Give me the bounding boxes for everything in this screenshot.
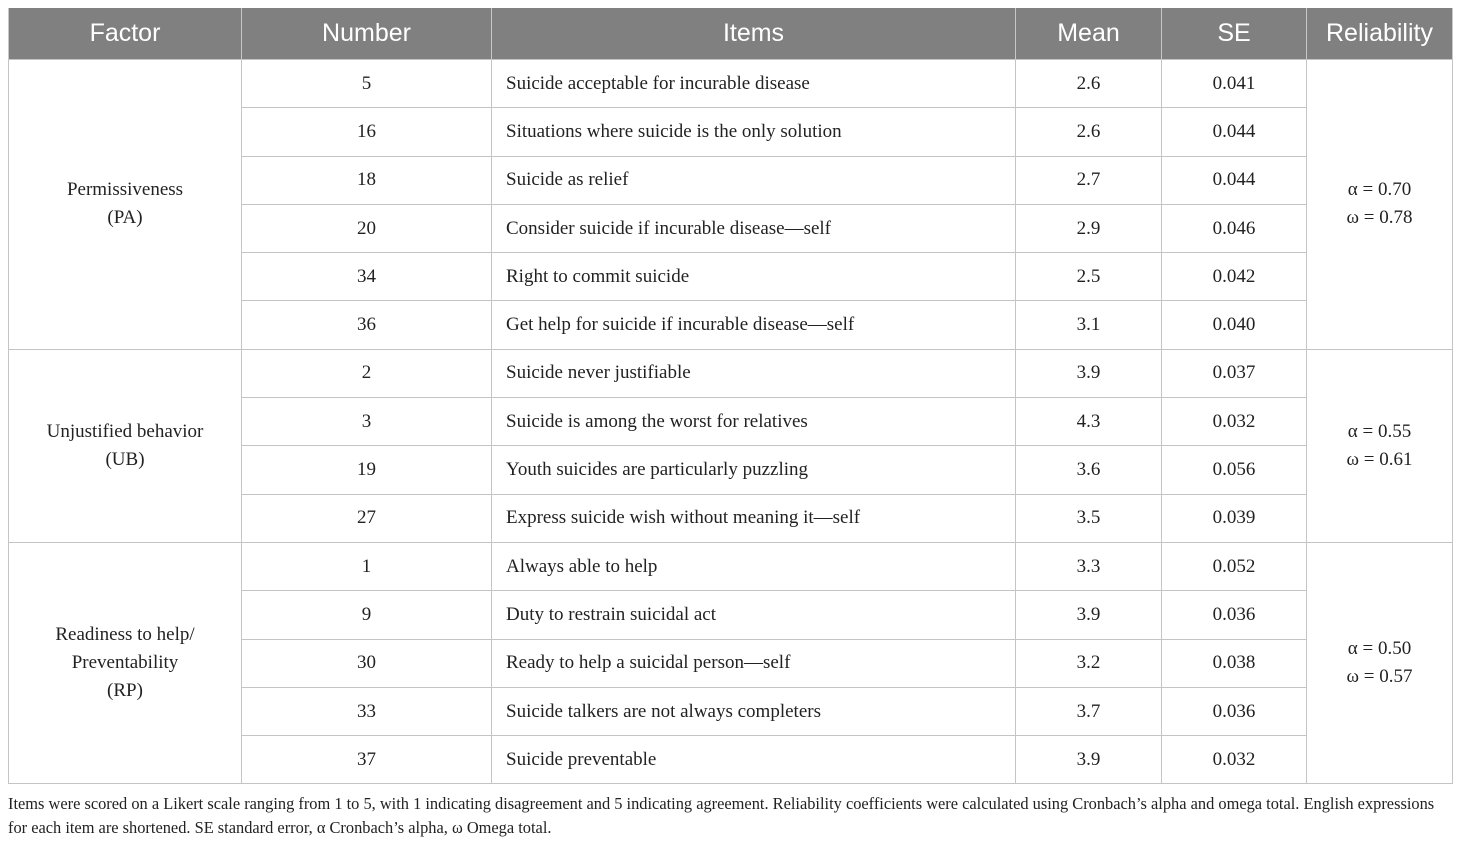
header-factor: Factor bbox=[9, 8, 242, 60]
mean-cell: 3.9 bbox=[1016, 736, 1162, 784]
se-cell: 0.036 bbox=[1162, 687, 1307, 735]
factor-label-line: (UB) bbox=[105, 448, 145, 470]
header-se: SE bbox=[1162, 8, 1307, 60]
reliability-line: ω = 0.57 bbox=[1346, 666, 1413, 688]
factor-label-line: Preventability bbox=[71, 652, 179, 674]
table-row bbox=[9, 349, 1453, 397]
number-cell: 16 bbox=[242, 108, 492, 156]
item-cell: Suicide preventable bbox=[492, 736, 1016, 784]
table-row bbox=[9, 542, 1453, 590]
se-cell: 0.046 bbox=[1162, 204, 1307, 252]
item-cell: Suicide talkers are not always completers bbox=[492, 687, 1016, 735]
header-reliability: Reliability bbox=[1307, 8, 1453, 60]
number-cell: 19 bbox=[242, 446, 492, 494]
number-cell: 2 bbox=[242, 349, 492, 397]
mean-cell: 2.9 bbox=[1016, 204, 1162, 252]
number-cell: 18 bbox=[242, 156, 492, 204]
factor-table bbox=[8, 8, 1453, 784]
factor-label-line: (RP) bbox=[107, 680, 143, 702]
se-cell: 0.042 bbox=[1162, 253, 1307, 301]
number-cell: 3 bbox=[242, 398, 492, 446]
table-header bbox=[9, 8, 1453, 60]
factor-cell bbox=[9, 60, 242, 350]
header-mean: Mean bbox=[1016, 8, 1162, 60]
se-cell: 0.041 bbox=[1162, 60, 1307, 108]
number-cell: 36 bbox=[242, 301, 492, 349]
number-cell: 37 bbox=[242, 736, 492, 784]
item-cell: Youth suicides are particularly puzzling bbox=[492, 446, 1016, 494]
item-cell: Situations where suicide is the only solution bbox=[492, 108, 1016, 156]
mean-cell: 4.3 bbox=[1016, 398, 1162, 446]
factor-label-line: Readiness to help/ bbox=[55, 624, 195, 646]
number-cell: 30 bbox=[242, 639, 492, 687]
factor-label-line: Unjustified behavior bbox=[46, 420, 204, 442]
factor-label-line: Permissiveness bbox=[66, 179, 184, 201]
factor-table-container bbox=[8, 8, 1452, 784]
se-cell: 0.036 bbox=[1162, 591, 1307, 639]
item-cell: Always able to help bbox=[492, 542, 1016, 590]
number-cell: 5 bbox=[242, 60, 492, 108]
number-cell: 20 bbox=[242, 204, 492, 252]
se-cell: 0.052 bbox=[1162, 542, 1307, 590]
se-cell: 0.038 bbox=[1162, 639, 1307, 687]
mean-cell: 3.7 bbox=[1016, 687, 1162, 735]
factor-label-line: (PA) bbox=[107, 207, 143, 229]
se-cell: 0.044 bbox=[1162, 108, 1307, 156]
reliability-line: ω = 0.61 bbox=[1346, 448, 1413, 470]
se-cell: 0.040 bbox=[1162, 301, 1307, 349]
reliability-cell bbox=[1307, 349, 1453, 542]
header-items: Items bbox=[492, 8, 1016, 60]
factor-cell bbox=[9, 349, 242, 542]
mean-cell: 3.2 bbox=[1016, 639, 1162, 687]
reliability-line: ω = 0.78 bbox=[1346, 207, 1413, 229]
reliability-line: α = 0.70 bbox=[1347, 179, 1412, 201]
se-cell: 0.056 bbox=[1162, 446, 1307, 494]
mean-cell: 3.3 bbox=[1016, 542, 1162, 590]
reliability-cell bbox=[1307, 60, 1453, 350]
mean-cell: 3.1 bbox=[1016, 301, 1162, 349]
mean-cell: 2.7 bbox=[1016, 156, 1162, 204]
mean-cell: 2.5 bbox=[1016, 253, 1162, 301]
number-cell: 34 bbox=[242, 253, 492, 301]
mean-cell: 3.9 bbox=[1016, 349, 1162, 397]
mean-cell: 3.5 bbox=[1016, 494, 1162, 542]
number-cell: 1 bbox=[242, 542, 492, 590]
item-cell: Right to commit suicide bbox=[492, 253, 1016, 301]
table-row bbox=[9, 60, 1453, 108]
se-cell: 0.044 bbox=[1162, 156, 1307, 204]
item-cell: Suicide is among the worst for relatives bbox=[492, 398, 1016, 446]
reliability-line: α = 0.55 bbox=[1347, 420, 1412, 442]
reliability-line: α = 0.50 bbox=[1347, 638, 1412, 660]
number-cell: 27 bbox=[242, 494, 492, 542]
se-cell: 0.032 bbox=[1162, 398, 1307, 446]
table-body bbox=[9, 60, 1453, 784]
se-cell: 0.032 bbox=[1162, 736, 1307, 784]
factor-cell bbox=[9, 542, 242, 783]
header-row bbox=[9, 8, 1453, 60]
number-cell: 33 bbox=[242, 687, 492, 735]
item-cell: Ready to help a suicidal person—self bbox=[492, 639, 1016, 687]
mean-cell: 3.9 bbox=[1016, 591, 1162, 639]
item-cell: Suicide acceptable for incurable disease bbox=[492, 60, 1016, 108]
item-cell: Consider suicide if incurable disease—self bbox=[492, 204, 1016, 252]
mean-cell: 2.6 bbox=[1016, 60, 1162, 108]
item-cell: Suicide never justifiable bbox=[492, 349, 1016, 397]
se-cell: 0.037 bbox=[1162, 349, 1307, 397]
table-footnote: Items were scored on a Likert scale ranging from 1 to 5, with 1 indicating disagreement and 5 indicating agreement. Reliability coefficients were calculated using Cronbach’s alpha and omega total. English expressions for each item are shortened. SE standard error, α Cronbach’s alpha, ω Omega total. bbox=[8, 794, 1435, 837]
item-cell: Duty to restrain suicidal act bbox=[492, 591, 1016, 639]
mean-cell: 2.6 bbox=[1016, 108, 1162, 156]
mean-cell: 3.6 bbox=[1016, 446, 1162, 494]
item-cell: Express suicide wish without meaning it—self bbox=[492, 494, 1016, 542]
number-cell: 9 bbox=[242, 591, 492, 639]
item-cell: Get help for suicide if incurable disease—self bbox=[492, 301, 1016, 349]
header-number: Number bbox=[242, 8, 492, 60]
item-cell: Suicide as relief bbox=[492, 156, 1016, 204]
reliability-cell bbox=[1307, 542, 1453, 783]
se-cell: 0.039 bbox=[1162, 494, 1307, 542]
